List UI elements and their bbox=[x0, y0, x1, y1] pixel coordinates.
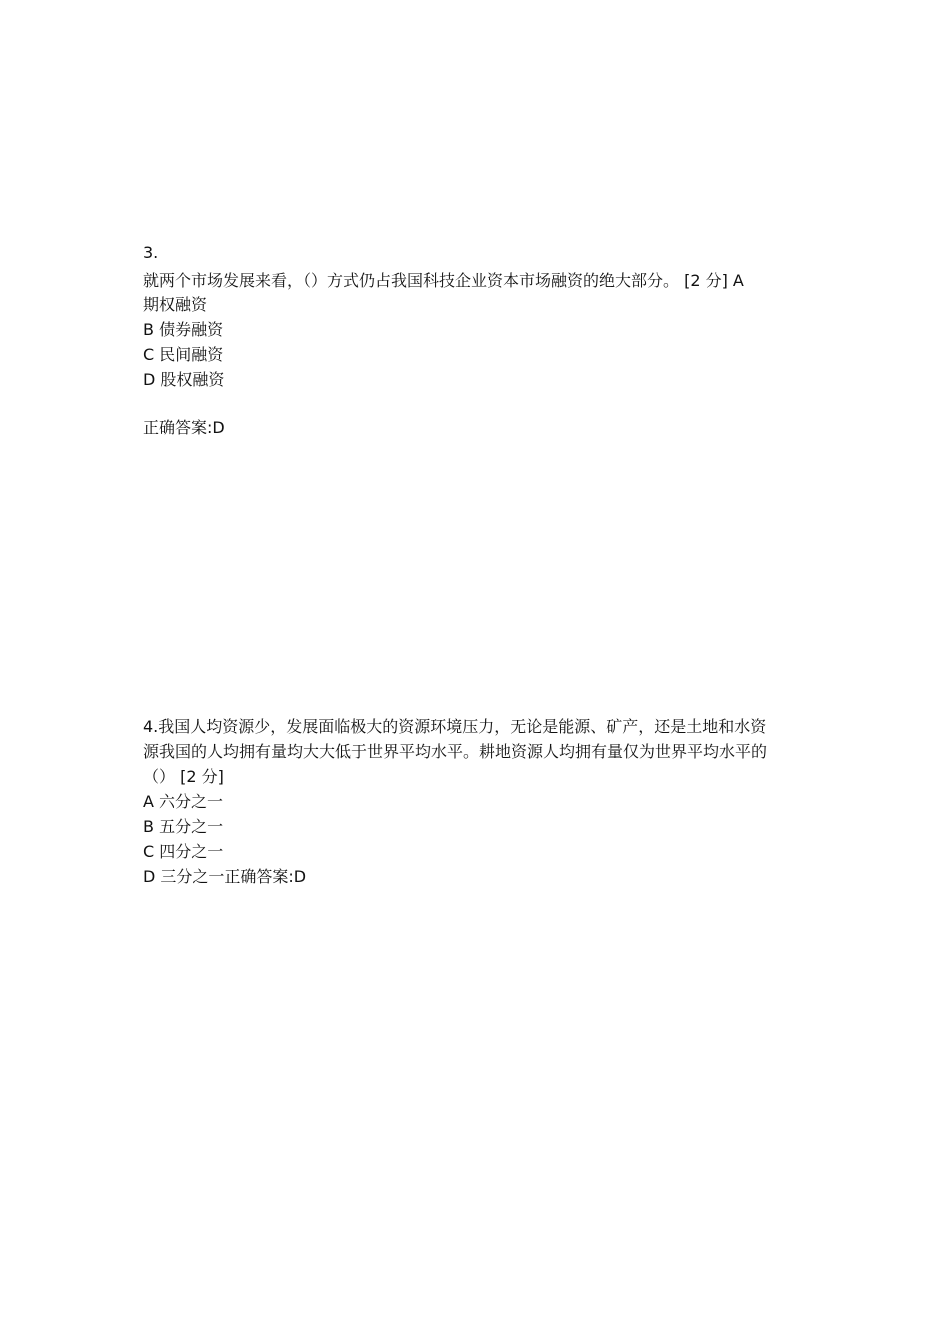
question-4-option-b: B 五分之一 bbox=[143, 817, 224, 836]
question-4-option-a: A 六分之一 bbox=[143, 792, 224, 811]
question-3-stem-line-1: 就两个市场发展来看，（）方式仍占我国科技企业资本市场融资的绝大部分。 [2 分] A bbox=[143, 271, 744, 290]
question-3-option-c: C 民间融资 bbox=[143, 345, 224, 364]
question-3-option-b: B 债券融资 bbox=[143, 320, 224, 339]
question-4-stem-line-3: （） [2 分] bbox=[143, 767, 224, 786]
question-4-stem-line-1: 4.我国人均资源少，发展面临极大的资源环境压力，无论是能源、矿产，还是土地和水资 bbox=[143, 717, 767, 736]
question-4-stem-line-2: 源我国的人均拥有量均大大低于世界平均水平。耕地资源人均拥有量仅为世界平均水平的 bbox=[143, 742, 768, 761]
question-3-number: 3. bbox=[143, 243, 159, 262]
question-3-correct-answer: 正确答案:D bbox=[143, 418, 225, 437]
question-3-option-d: D 股权融资 bbox=[143, 370, 225, 389]
question-4-option-c: C 四分之一 bbox=[143, 842, 224, 861]
question-4-option-d-and-answer: D 三分之一正确答案:D bbox=[143, 867, 307, 886]
question-3-stem-line-2: 期权融资 bbox=[143, 295, 208, 314]
